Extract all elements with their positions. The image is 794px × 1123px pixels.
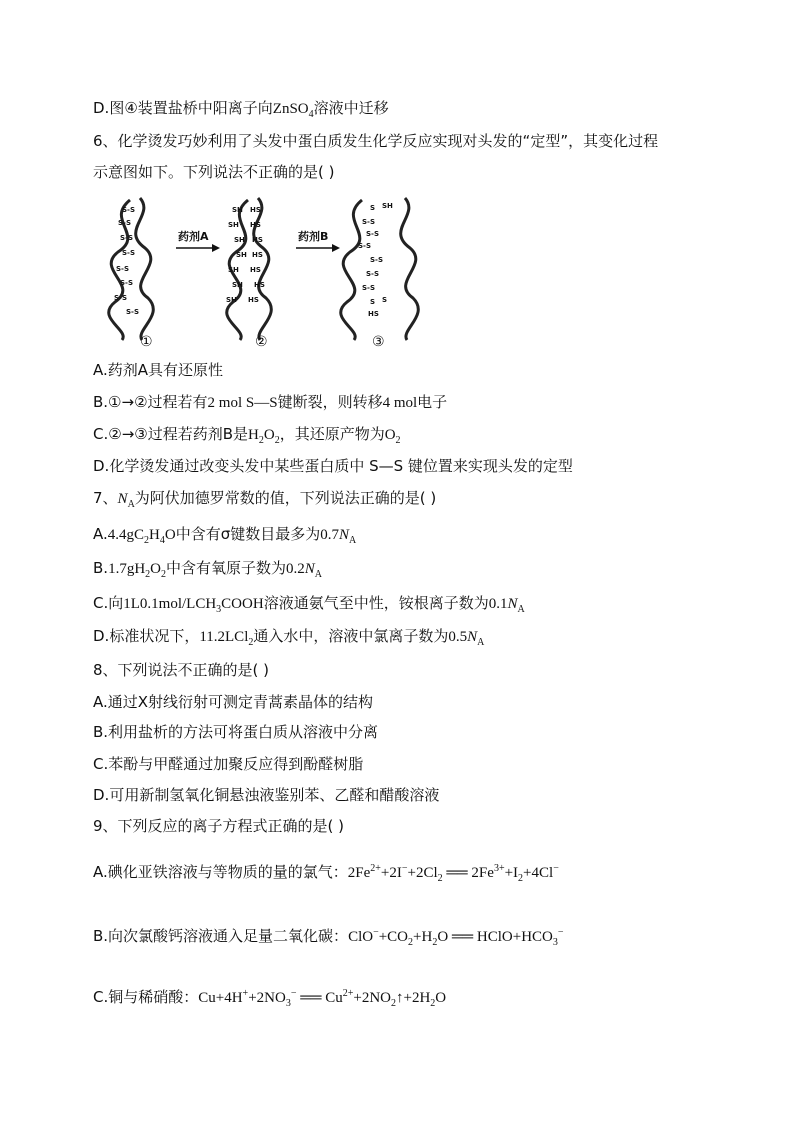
question-8: 8、下列说法不正确的是( ) xyxy=(93,661,270,679)
svg-text:S-S: S-S xyxy=(122,249,135,257)
stage-1-number: ① xyxy=(140,334,153,350)
q8-option-a: A.通过X射线衍射可测定青蒿素晶体的结构 xyxy=(93,693,374,711)
svg-text:S-S: S-S xyxy=(366,270,379,278)
q7-option-d: D.标准状况下，11.2LCl$_2$通入水中，溶液中氯离子数为$0.5N_A$ xyxy=(93,627,485,648)
svg-text:S-S: S-S xyxy=(118,219,131,227)
q6-option-d: D.化学烫发通过改变头发中某些蛋白质中 S—S 键位置来实现头发的定型 xyxy=(93,457,573,475)
formula-znso4: ZnSO$_4$ xyxy=(272,101,314,120)
q9-option-c: C.铜与稀硝酸：$Cu+4H^++2NO_3^-$ ══ $Cu^{2+}+2NO_2↑+2H_2O$ xyxy=(93,988,447,1009)
q9-option-b: B.向次氯酸钙溶液通入足量二氧化碳：$ClO^-+CO_2+H_2O$ ══ $HClO+HCO_3^-$ xyxy=(93,927,564,948)
q8-option-b: B.利用盐析的方法可将蛋白质从溶液中分离 xyxy=(93,723,379,741)
q6-option-b: B.①→②过程若有2 mol S—S键断裂，则转移4 mol电子 xyxy=(93,393,448,411)
svg-text:S-S: S-S xyxy=(358,242,371,250)
svg-text:HS: HS xyxy=(248,296,259,304)
svg-text:SH: SH xyxy=(232,206,243,214)
question-6-line2: 示意图如下。下列说法不正确的是( ) xyxy=(93,163,335,181)
svg-text:S-S: S-S xyxy=(370,256,383,264)
q6-option-c: C.②→③过程若药剂B是$H_2O_2$，其还原产物为$O_2$ xyxy=(93,425,401,446)
svg-text:S: S xyxy=(370,298,376,306)
question-9: 9、下列反应的离子方程式正确的是( ) xyxy=(93,817,345,835)
reagent-a-arrow xyxy=(176,229,220,252)
svg-text:药剂B: 药剂B xyxy=(298,230,329,243)
svg-text:SH: SH xyxy=(382,202,393,210)
svg-text:S-S: S-S xyxy=(362,284,375,292)
q6-option-a: A.药剂A具有还原性 xyxy=(93,361,224,379)
svg-text:HS: HS xyxy=(250,206,261,214)
svg-text:S-S: S-S xyxy=(366,230,379,238)
question-7: 7、$N_A$为阿伏加德罗常数的值，下列说法正确的是( ) xyxy=(93,489,437,510)
svg-text:HS: HS xyxy=(252,251,263,259)
helix-1-right xyxy=(136,198,154,340)
svg-text:S-S: S-S xyxy=(362,218,375,226)
svg-text:HS: HS xyxy=(250,221,261,229)
svg-text:SH: SH xyxy=(228,221,239,229)
svg-text:HS: HS xyxy=(252,236,263,244)
svg-text:SH: SH xyxy=(226,296,237,304)
svg-text:S: S xyxy=(370,204,376,212)
stage-3-number: ③ xyxy=(372,334,385,350)
svg-text:HS: HS xyxy=(254,281,265,289)
svg-text:SH: SH xyxy=(234,236,245,244)
svg-text:S-S: S-S xyxy=(120,234,133,242)
q9-option-a: A.碘化亚铁溶液与等物质的量的氯气：$2Fe^{2+}+2I^-+2Cl_2$ ══ $2Fe^{3+}+I_2+4Cl^-$ xyxy=(93,863,559,884)
question-6-line1: 6、化学烫发巧妙利用了头发中蛋白质发生化学反应实现对头发的“定型”，其变化过程 xyxy=(93,132,659,150)
q7-option-a: $A.4.4gC_2H_4O$中含有σ键数目最多为$0.7N_A$ xyxy=(93,525,357,546)
option-text: D.图④装置盐桥中阳离子向 xyxy=(93,99,273,117)
q7-option-b: $B.1.7gH_2O_2$中含有氧原子数为$0.2N_A$ xyxy=(93,559,323,580)
option-d-q5 xyxy=(93,98,389,119)
svg-text:HS: HS xyxy=(368,310,379,318)
svg-text:S-S: S-S xyxy=(116,265,129,273)
svg-text:S-S: S-S xyxy=(114,294,127,302)
svg-text:S: S xyxy=(382,296,388,304)
q7-option-c: C.向$1L0.1mol/LCH_3COOH$溶液通氨气至中性，铵根离子数为$0.1N_A$ xyxy=(93,594,525,615)
svg-text:SH: SH xyxy=(228,266,239,274)
reagent-b-arrow xyxy=(296,229,340,252)
hair-perm-diagram xyxy=(100,190,440,350)
q8-option-c: C.苯酚与甲醛通过加聚反应得到酚醛树脂 xyxy=(93,755,364,773)
helix-3-left xyxy=(341,200,362,340)
svg-text:S-S: S-S xyxy=(120,279,133,287)
svg-text:SH: SH xyxy=(232,281,243,289)
svg-text:S-S: S-S xyxy=(126,308,139,316)
option-text-tail: 溶液中迁移 xyxy=(313,99,389,117)
bond-label: S-S xyxy=(122,206,135,214)
helix-3-right xyxy=(401,198,419,340)
q8-option-d: D.可用新制氢氧化铜悬浊液鉴别苯、乙醛和醋酸溶液 xyxy=(93,786,440,804)
svg-text:SH: SH xyxy=(236,251,247,259)
stage-2-number: ② xyxy=(255,334,268,350)
svg-text:HS: HS xyxy=(250,266,261,274)
svg-text:药剂A: 药剂A xyxy=(178,230,209,243)
